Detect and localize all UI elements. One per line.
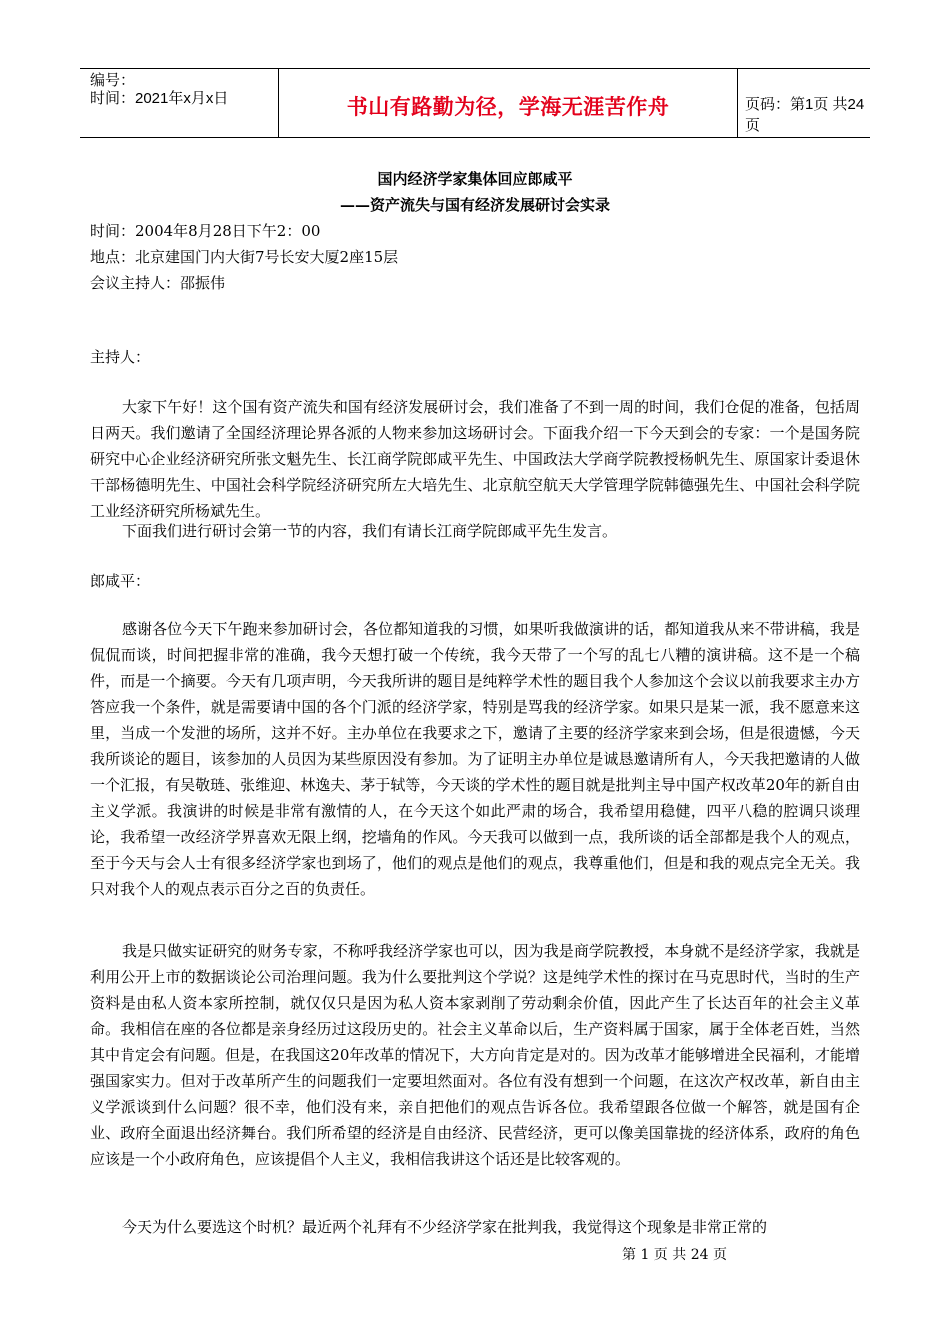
- page-footer: 第 1 页 共 24 页: [622, 1247, 727, 1263]
- number-label: 编号：: [90, 72, 136, 89]
- paragraph-invite: 下面我们进行研讨会第一节的内容，我们有请长江商学院郎咸平先生发言。: [122, 522, 618, 540]
- document-title: 国内经济学家集体回应郎咸平: [377, 170, 573, 188]
- paragraph-intro: 大家下午好！这个国有资产流失和国有经济发展研讨会，我们准备了不到一周的时间，我们仓促的准备，包括周日两天。我们邀请了全国经济理论界各派的人物来参加这场研讨会。下面我介绍一下今天到会的专家：一个是国务院研究中心企业经济研究所张文魁先生、长江商学院郎咸平先生、中国政法大学商学院教授杨帆先生、原国家计委退休干部杨德明先生、中国社会科学院经济研究所左大培先生、北京航空航天大学管理学院韩德强先生、中国社会科学院工业经济研究所杨斌先生。: [90, 398, 860, 520]
- header-motto-cell: [278, 69, 738, 137]
- paragraph-lang-1: 感谢各位今天下午跑来参加研讨会，各位都知道我的习惯，如果听我做演讲的话，都知道我从来不带讲稿，我是侃侃而谈，时间把握非常的准确，我今天想打破一个传统，我今天带了一个写的乱七八糟的演讲稿。这不是一个稿件，而是一个摘要。今天有几项声明，今天我所讲的题目是纯粹学术性的题目我个人参加这个会议以前我要求主办方答应我一个条件，就是需要请中国的各个门派的经济学家，特别是骂我的经济学家。如果只是某一派，我不愿意来这里，当成一个发泄的场所，这并不好。主办单位在我要求之下，邀请了主要的经济学家来到会场，但是很遗憾，今天我所谈论的题目，该参加的人员因为某些原因没有参加。为了证明主办单位是诚恳邀请所有人，今天我把邀请的人做一个汇报，有吴敬琏、张维迎、林逸夫、茅于轼等，今天谈的学术性的题目就是批判主导中国产权改革20年的新自由主义学派。我演讲的时候是非常有激情的人，在今天这个如此严肃的场合，我希望用稳健，四平八稳的腔调只谈理论，我希望一改经济学界喜欢无限上纲，挖墙角的作风。今天我可以做到一点，我所谈的话全部都是我个人的观点，至于今天与会人士有很多经济学家也到场了，他们的观点是他们的观点，我尊重他们，但是和我的观点完全无关。我只对我个人的观点表示百分之百的负责任。: [90, 620, 860, 898]
- paragraph-lang-3: 今天为什么要选这个时机？最近两个礼拜有不少经济学家在批判我，我觉得这个现象是非常正常的: [122, 1218, 768, 1236]
- document-subtitle: ——资产流失与国有经济发展研讨会实录: [339, 196, 610, 214]
- meeting-host: 会议主持人：邵振伟: [90, 274, 226, 292]
- header-left-cell: [80, 69, 278, 137]
- speaker-host-label: 主持人：: [90, 348, 151, 366]
- speaker-lang-label: 郎咸平：: [90, 572, 151, 590]
- page-label: 页码：第1页 共24页: [745, 96, 865, 134]
- meeting-time: 时间：2004年8月28日下午2：00: [90, 222, 321, 240]
- meeting-place: 地点：北京建国门内大街7号长安大厦2座15层: [90, 248, 399, 266]
- date-label: 时间：2021年x月x日: [90, 90, 229, 107]
- paragraph-lang-2: 我是只做实证研究的财务专家，不称呼我经济学家也可以，因为我是商学院教授，本身就不是经济学家，我就是利用公开上市的数据谈论公司治理问题。我为什么要批判这个学说？这是纯学术性的探讨在马克思时代，当时的生产资料是由私人资本家所控制，就仅仅只是因为私人资本家剥削了劳动剩余价值，因此产生了长达百年的社会主义革命。我相信在座的各位都是亲身经历过这段历史的。社会主义革命以后，生产资料属于国家，属于全体老百姓，当然其中肯定会有问题。但是，在我国这20年改革的情况下，大方向肯定是对的。因为改革才能够增进全民福利，才能增强国家实力。但对于改革所产生的问题我们一定要坦然面对。各位有没有想到一个问题，在这次产权改革，新自由主义学派谈到什么问题？很不幸，他们没有来，亲自把他们的观点告诉各位。我希望跟各位做一个解答，就是国有企业、政府全面退出经济舞台。我们所希望的经济是自由经济、民营经济，更可以像美国靠拢的经济体系，政府的角色应该是一个小政府角色，应该提倡个人主义，我相信我讲这个话还是比较客观的。: [90, 942, 860, 1168]
- motto-text: 书山有路勤为径，学海无涯苦作舟: [346, 95, 670, 119]
- header-table: [80, 68, 870, 138]
